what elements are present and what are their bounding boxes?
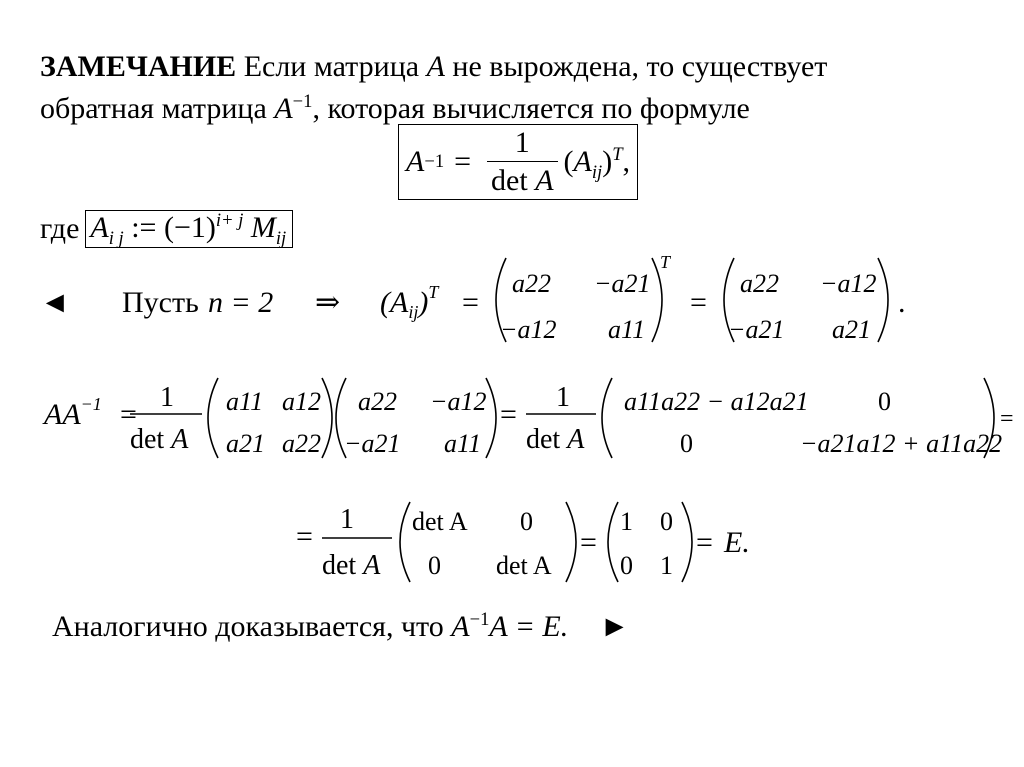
m1-cell-21: −a12	[500, 315, 557, 344]
detm-cell-22: det A	[496, 551, 552, 580]
result-cell-11: a11a22 − a12a21	[624, 387, 809, 416]
paren-left-detm	[400, 502, 410, 582]
m1-cell-12: −a21	[594, 269, 651, 298]
mA-cell-11: a11	[226, 387, 264, 416]
inverse-formula: A −1 = $\frac{1}{\text{det A}}$ $(A_{ij})^T$ ,	[406, 126, 631, 197]
identity-cell-12: 0	[660, 507, 673, 536]
svg-text:.: .	[898, 286, 906, 319]
implies-symbol: ⇒	[315, 286, 341, 319]
mA-cell-12: a12	[282, 387, 321, 416]
equals-1: =	[462, 286, 479, 319]
m2-cell-12: −a12	[820, 269, 877, 298]
result-cell-21: 0	[680, 429, 693, 458]
identity-cell-22: 1	[660, 551, 673, 580]
identity-cell-11: 1	[620, 507, 633, 536]
m1-cell-22: a11	[608, 315, 646, 344]
equals-4: =	[500, 398, 517, 431]
right-triangle: ►	[599, 610, 630, 643]
identity-E: E.	[724, 526, 750, 559]
equals-3: =	[120, 398, 137, 431]
m2-cell-11: a22	[740, 269, 779, 298]
product-lhs: $AA^{-1}$	[44, 394, 102, 431]
paren-left-identity	[608, 502, 618, 582]
equals-2: =	[690, 286, 707, 319]
paren-right-detm	[566, 502, 576, 582]
paren-left-mA	[208, 378, 218, 458]
paren-right-identity	[682, 502, 692, 582]
trailing-equals: =	[1000, 406, 1014, 432]
m1-transpose: T	[660, 252, 671, 272]
cofactor-definition-box: $A_{i j}$ := $(-1)^{i+ j}$ $M_{ij}$	[85, 210, 293, 248]
frac3-den: det A	[322, 550, 381, 581]
transpose-lhs: $(A_{ij})^T$	[380, 282, 439, 322]
result-cell-22: −a21a12 + a11a22	[800, 429, 1003, 458]
paren-right-m2	[878, 258, 888, 342]
m2-cell-22: a21	[832, 315, 871, 344]
identity-cell-21: 0	[620, 551, 633, 580]
frac1-num: 1	[160, 382, 174, 413]
m2-cell-21: −a21	[728, 315, 785, 344]
mB-cell-22: a11	[444, 429, 482, 458]
mA-cell-21: a21	[226, 429, 265, 458]
m1-cell-11: a22	[512, 269, 551, 298]
equals-6: =	[580, 526, 597, 559]
detm-cell-12: 0	[520, 507, 533, 536]
mB-cell-21: −a21	[344, 429, 401, 458]
equals-7: =	[696, 526, 713, 559]
result-cell-12: 0	[878, 387, 891, 416]
where-line: где $A_{i j}$ := $(-1)^{i+ j}$ $M_{ij}$	[40, 210, 293, 248]
mA-cell-22: a22	[282, 429, 321, 458]
left-triangle: ◄	[40, 286, 70, 319]
frac3-num: 1	[340, 504, 354, 535]
one-over-det-fraction: $\frac{1}{\text{det A}}$	[487, 128, 557, 196]
frac1-den: det A	[130, 424, 189, 455]
mB-cell-11: a22	[358, 387, 397, 416]
detm-cell-21: 0	[428, 551, 441, 580]
detm-cell-11: det A	[412, 507, 468, 536]
mB-cell-12: −a12	[430, 387, 487, 416]
remark-heading: ЗАМЕЧАНИЕ	[40, 50, 237, 83]
remark-line-1: ЗАМЕЧАНИЕ Если матрица A не вырождена, то существует	[40, 50, 828, 83]
remark-line-2: обратная матрица $A^{-1}$, которая вычисляется по формуле	[40, 91, 750, 125]
frac2-num: 1	[556, 382, 570, 413]
let-word: Пусть	[122, 286, 199, 319]
conclusion-line: Аналогично доказывается, что $A^{-1}A = E$. ►	[52, 609, 630, 643]
frac2-den: det A	[526, 424, 585, 455]
paren-right-mB	[486, 378, 496, 458]
n-equals-two: n = 2	[208, 286, 274, 319]
equals-5: =	[296, 520, 313, 553]
paren-left-result	[602, 378, 612, 458]
paren-right-mA	[322, 378, 332, 458]
